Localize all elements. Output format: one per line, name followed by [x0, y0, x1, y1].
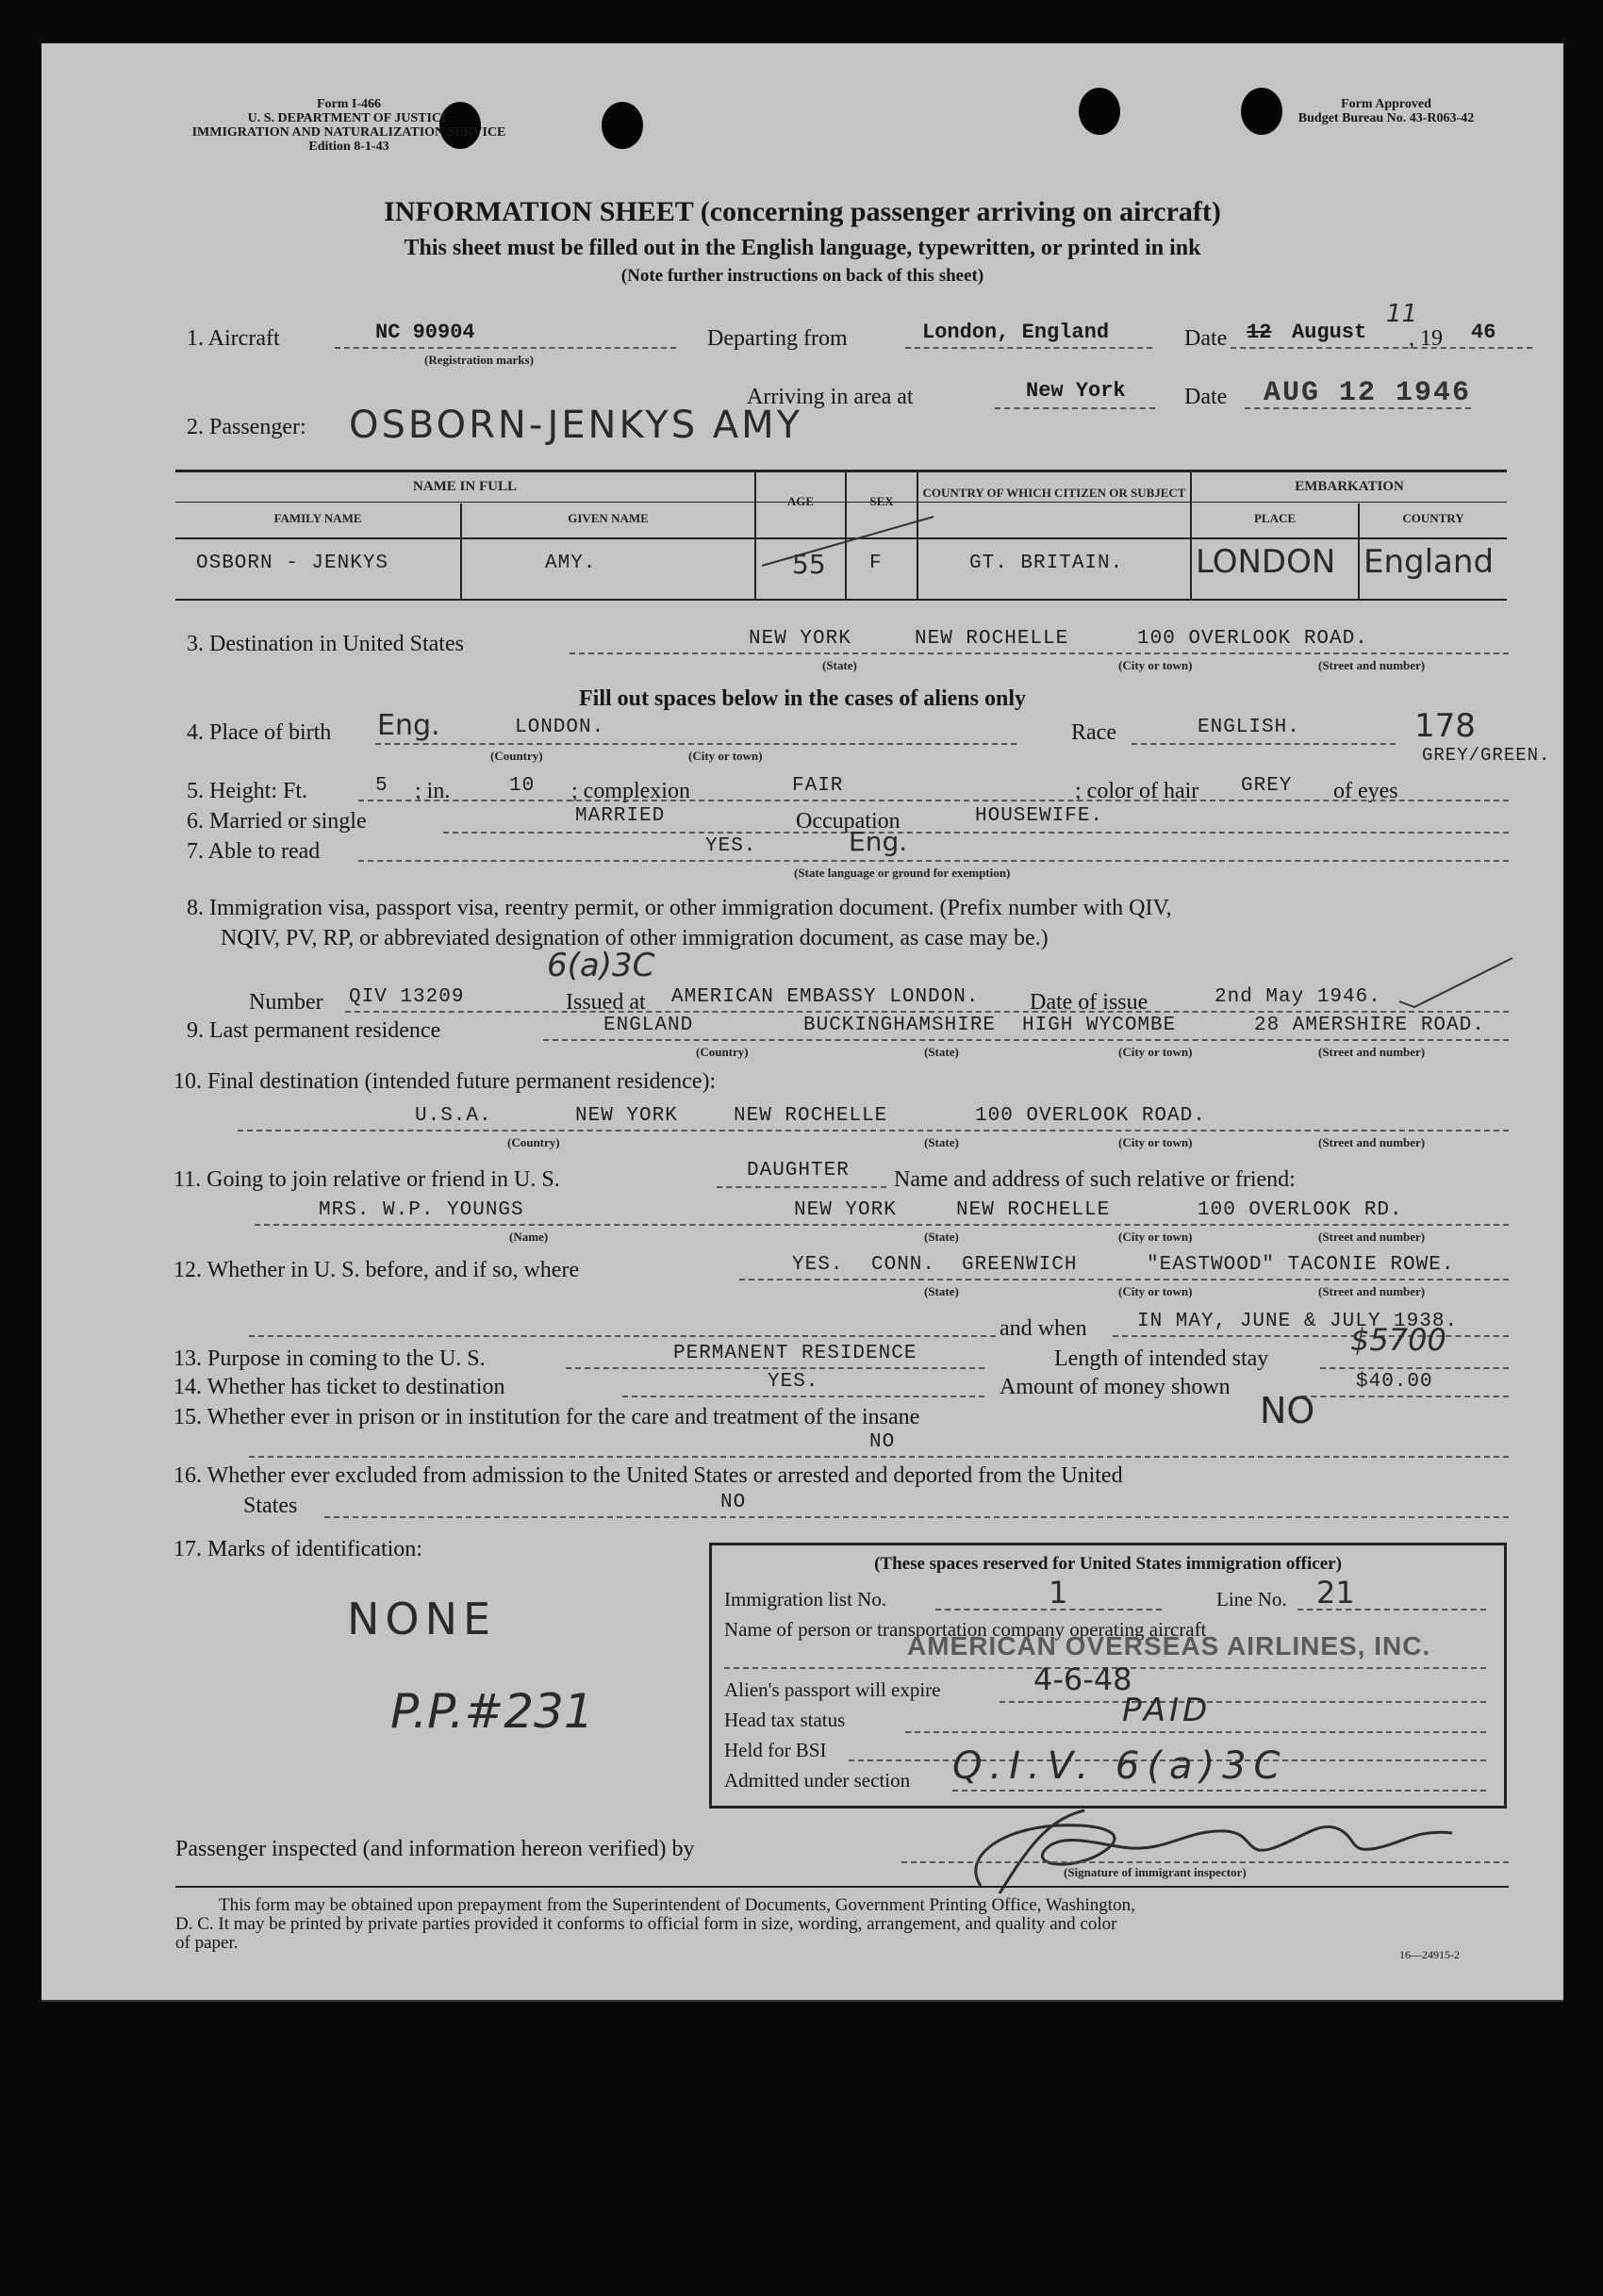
- field-line: [358, 860, 1509, 862]
- aircraft-value: NC 90904: [375, 321, 475, 344]
- last-residence-label: 9. Last permanent residence: [187, 1018, 441, 1043]
- final-country: U.S.A.: [415, 1105, 492, 1127]
- final-state: NEW YORK: [575, 1105, 678, 1127]
- arrival-date-stamp: AUG 12 1946: [1264, 377, 1472, 409]
- passport-expire-label: Alien's passport will expire: [724, 1678, 941, 1701]
- relative-name-label: Name and address of such relative or friend:: [894, 1167, 1296, 1192]
- read-hand: Eng.: [849, 826, 908, 857]
- height-ft: 5: [375, 775, 388, 797]
- head-tax-value: PAID: [1122, 1692, 1212, 1729]
- passenger-label: 2. Passenger:: [187, 415, 306, 439]
- birth-country-hand: Eng.: [377, 709, 440, 742]
- eyes-value: GREY/GREEN.: [1422, 745, 1551, 766]
- height-in-label: ; in.: [415, 779, 451, 803]
- registration-caption: (Registration marks): [424, 353, 534, 367]
- citizen-cell: GT. BRITAIN.: [969, 553, 1124, 574]
- state-caption: (State): [924, 1045, 959, 1059]
- issue-date-value: 2nd May 1946.: [1215, 986, 1381, 1008]
- height-label: 5. Height: Ft.: [187, 779, 308, 803]
- join-relative-label: 11. Going to join relative or friend in U. S.: [174, 1167, 560, 1192]
- field-line: [905, 347, 1152, 349]
- age-cell: 55: [792, 549, 826, 580]
- field-line: [622, 1396, 984, 1397]
- prison-label: 15. Whether ever in prison or in institution for the care and treatment of the insane: [174, 1405, 920, 1429]
- city-caption: (City or town): [1118, 1284, 1193, 1298]
- number-label: Number: [249, 990, 323, 1015]
- field-line: [335, 347, 676, 349]
- budget-bureau: Budget Bureau No. 43-R063-42: [1297, 111, 1475, 125]
- final-street: 100 OVERLOOK ROAD.: [975, 1105, 1206, 1127]
- head-tax-label: Head tax status: [724, 1709, 846, 1731]
- service: IMMIGRATION AND NATURALIZATION SERVICE: [191, 125, 506, 140]
- field-line: [249, 1335, 996, 1337]
- street-caption: (Street and number): [1318, 1284, 1426, 1298]
- embarkation-header: EMBARKATION: [1295, 479, 1404, 494]
- family-name-cell: OSBORN - JENKYS: [196, 553, 389, 574]
- signature-caption: (Signature of immigrant inspector): [1064, 1865, 1247, 1879]
- money-label: Amount of money shown: [1000, 1375, 1231, 1399]
- relation-value: DAUGHTER: [747, 1160, 850, 1181]
- bsi-label: Held for BSI: [724, 1739, 827, 1761]
- date-struck: 12: [1247, 321, 1272, 344]
- last-residence-street: 28 AMERSHIRE ROAD.: [1254, 1015, 1485, 1036]
- read-value: YES.: [705, 835, 757, 857]
- departing-label: Departing from: [707, 326, 848, 351]
- country-caption: (Country): [696, 1045, 749, 1059]
- age-header: AGE: [786, 494, 815, 508]
- field-line: [1113, 1335, 1509, 1337]
- company-stamp: AMERICAN OVERSEAS AIRLINES, INC.: [907, 1631, 1431, 1660]
- issue-date-label: Date of issue: [1030, 990, 1149, 1015]
- language-caption: (State language or ground for exemption): [794, 866, 1011, 880]
- field-line: [249, 1456, 1509, 1458]
- field-line: [1297, 1609, 1486, 1611]
- field-line: [1000, 1701, 1486, 1703]
- footer-code: 16—24915-2: [1399, 1948, 1460, 1961]
- excluded-value: NO: [720, 1492, 747, 1513]
- destination-label: 3. Destination in United States: [187, 632, 464, 656]
- identification-hand-b: P.P.#231: [390, 1684, 594, 1739]
- marital-value: MARRIED: [575, 805, 666, 827]
- admitted-label: Admitted under section: [724, 1769, 911, 1792]
- footer-text-b: D. C. It may be printed by private parties provided it conforms to official form in size, wording, arrangement, and quality and color: [175, 1914, 1117, 1934]
- state-caption: (State): [924, 1284, 959, 1298]
- city-caption: (City or town): [1118, 658, 1193, 672]
- street-caption: (Street and number): [1318, 1230, 1426, 1244]
- arriving-label: Arriving in area at: [747, 385, 914, 409]
- edition: Edition 8-1-43: [308, 140, 389, 154]
- date-hand: 11: [1386, 300, 1418, 328]
- field-line: [1245, 407, 1471, 409]
- excluded-label-a: 16. Whether ever excluded from admission to the United States or arrested and deported from the United: [174, 1463, 1123, 1488]
- line-no-value: 21: [1316, 1575, 1355, 1611]
- date-month: August: [1292, 321, 1367, 344]
- form-number: Form I-466: [316, 97, 382, 111]
- state-caption: (State): [822, 658, 857, 672]
- place-header: PLACE: [1253, 511, 1297, 525]
- hair-label: ; color of hair: [1075, 779, 1199, 803]
- street-caption: (Street and number): [1318, 1045, 1426, 1059]
- family-name-header: FAMILY NAME: [273, 511, 362, 525]
- final-destination-label: 10. Final destination (intended future permanent residence):: [174, 1069, 717, 1094]
- last-residence-city: HIGH WYCOMBE: [1022, 1015, 1177, 1036]
- relative-city: NEW ROCHELLE: [956, 1199, 1111, 1221]
- footer-text-a: This form may be obtained upon prepayment from the Superintendent of Documents, Government Printing Office, Washington,: [219, 1895, 1135, 1915]
- stay-hand: $5700: [1350, 1322, 1446, 1358]
- field-line: [1320, 1367, 1509, 1369]
- field-line: [358, 800, 1509, 801]
- field-line: [570, 652, 1509, 654]
- field-line: [717, 1186, 886, 1188]
- sex-cell: F: [869, 553, 883, 574]
- country-caption: (Country): [507, 1135, 560, 1149]
- field-line: [443, 832, 1509, 834]
- year-prefix: , 19: [1409, 326, 1443, 351]
- excluded-label-b: States: [243, 1494, 298, 1518]
- form-approved: Form Approved: [1341, 97, 1431, 111]
- arriving-value: New York: [1026, 379, 1126, 403]
- line-no-label: Line No.: [1216, 1588, 1287, 1611]
- field-line: [238, 1130, 1509, 1131]
- occupation-value: HOUSEWIFE.: [975, 805, 1104, 827]
- identification-hand-a: NONE: [347, 1594, 497, 1644]
- punch-hole: [1079, 88, 1120, 135]
- list-no-value: 1: [1049, 1575, 1068, 1611]
- department: U. S. DEPARTMENT OF JUSTICE: [247, 111, 451, 125]
- name-in-full-header: NAME IN FULL: [412, 479, 517, 494]
- citizen-country-header: COUNTRY OF WHICH CITIZEN OR SUBJECT: [922, 486, 1186, 500]
- passport-expire-value: 4-6-48: [1033, 1661, 1132, 1697]
- given-name-cell: AMY.: [545, 553, 597, 574]
- hair-value: GREY: [1241, 775, 1293, 797]
- table-bottom-rule: [175, 599, 1507, 601]
- city-caption: (City or town): [1118, 1230, 1193, 1244]
- issued-label: Issued at: [566, 990, 646, 1015]
- complexion-value: FAIR: [792, 775, 844, 797]
- punch-hole: [602, 102, 643, 149]
- check-stroke: [1396, 952, 1518, 1009]
- destination-city: NEW ROCHELLE: [915, 628, 1069, 650]
- purpose-value: PERMANENT RESIDENCE: [673, 1343, 917, 1364]
- final-city: NEW ROCHELLE: [734, 1105, 888, 1127]
- relative-street: 100 OVERLOOK RD.: [1198, 1199, 1403, 1221]
- visa-number: QIV 13209: [349, 986, 465, 1008]
- when-label: and when: [1000, 1316, 1087, 1341]
- field-line: [905, 1731, 1486, 1733]
- birth-city: LONDON.: [515, 717, 605, 738]
- street-caption: (Street and number): [1318, 658, 1426, 672]
- destination-state: NEW YORK: [749, 628, 851, 650]
- relative-name: MRS. W.P. YOUNGS: [319, 1199, 524, 1221]
- complexion-label: ; complexion: [571, 779, 690, 803]
- aircraft-label: 1. Aircraft: [187, 326, 280, 351]
- passenger-hand: OSBORN-JENKYS AMY: [349, 404, 803, 447]
- last-residence-country: ENGLAND: [603, 1015, 694, 1036]
- city-caption: (City or town): [1118, 1135, 1193, 1149]
- departing-value: London, England: [922, 321, 1110, 344]
- note: (Note further instructions on back of this sheet): [620, 266, 984, 286]
- sex-header: SEX: [869, 494, 894, 508]
- embark-place-cell: LONDON: [1196, 543, 1336, 581]
- embark-country-header: COUNTRY: [1402, 511, 1464, 525]
- race-label: Race: [1071, 720, 1116, 745]
- year-value: 46: [1471, 321, 1496, 344]
- field-line: [1231, 347, 1532, 349]
- field-line: [1132, 743, 1396, 745]
- marital-label: 6. Married or single: [187, 809, 367, 834]
- previous-visit-street: "EASTWOOD" TACONIE ROWE.: [1147, 1254, 1455, 1276]
- relative-state: NEW YORK: [794, 1199, 897, 1221]
- page-edge: [41, 2000, 1563, 2002]
- destination-street: 100 OVERLOOK ROAD.: [1137, 628, 1368, 650]
- height-in: 10: [509, 775, 536, 797]
- country-caption: (Country): [490, 749, 543, 763]
- street-caption: (Street and number): [1318, 1135, 1426, 1149]
- previous-visit-value: YES.: [792, 1254, 844, 1276]
- page-title: INFORMATION SHEET (concerning passenger arriving on aircraft): [384, 196, 1221, 227]
- given-name-header: GIVEN NAME: [568, 511, 649, 525]
- date-label: Date: [1184, 326, 1228, 351]
- last-residence-state: BUCKINGHAMSHIRE: [803, 1015, 997, 1036]
- money-value: $40.00: [1356, 1371, 1433, 1393]
- arrival-date-label: Date: [1184, 385, 1228, 409]
- occupation-label: Occupation: [796, 809, 901, 834]
- prison-value: NO: [869, 1431, 896, 1453]
- company-label: Name of person or transportation company operating aircraft: [724, 1618, 1207, 1641]
- footer-text-c: of paper.: [175, 1933, 239, 1953]
- ticket-label: 14. Whether has ticket to destination: [174, 1375, 505, 1399]
- field-line: [324, 1516, 1509, 1518]
- city-caption: (City or town): [1118, 1045, 1193, 1059]
- eyes-label: of eyes: [1333, 779, 1398, 803]
- name-caption: (Name): [509, 1230, 549, 1244]
- previous-visit-label: 12. Whether in U. S. before, and if so, where: [174, 1258, 580, 1282]
- list-no-label: Immigration list No.: [724, 1588, 887, 1611]
- footer-rule: [175, 1886, 1509, 1888]
- previous-visit-city: GREENWICH: [962, 1254, 1078, 1276]
- purpose-label: 13. Purpose in coming to the U. S.: [174, 1346, 486, 1371]
- state-caption: (State): [924, 1135, 959, 1149]
- field-line: [995, 407, 1155, 409]
- inspector-signature: [943, 1792, 1490, 1905]
- birthplace-label: 4. Place of birth: [187, 720, 332, 745]
- field-line: [901, 1861, 1509, 1863]
- inspector-label: Passenger inspected (and information hereon verified) by: [175, 1837, 695, 1861]
- field-line: [935, 1609, 1162, 1611]
- read-label: 7. Able to read: [187, 839, 321, 864]
- race-hand-note: 178: [1414, 707, 1476, 745]
- embark-country-cell: England: [1363, 543, 1495, 581]
- subtitle: This sheet must be filled out in the English language, typewritten, or printed in ink: [404, 236, 1201, 260]
- admitted-value: Q.I.V. 6(a)3C: [952, 1744, 1288, 1788]
- table-top-rule: [175, 470, 1507, 472]
- field-line: [543, 1039, 1509, 1041]
- immigration-doc-label-b: NQIV, PV, RP, or abbreviated designation of other immigration document, as case may be.): [221, 926, 1049, 950]
- aliens-heading: Fill out spaces below in the cases of aliens only: [578, 686, 1026, 711]
- field-line: [566, 1367, 984, 1369]
- city-caption: (City or town): [688, 749, 763, 763]
- state-caption: (State): [924, 1230, 959, 1244]
- field-line: [345, 1011, 1509, 1013]
- race-value: ENGLISH.: [1198, 717, 1300, 738]
- field-line: [255, 1224, 1509, 1226]
- officer-box-heading: (These spaces reserved for United States immigration officer): [874, 1554, 1342, 1574]
- field-line: [375, 743, 1016, 745]
- prison-hand: NO: [1260, 1390, 1315, 1431]
- field-line: [739, 1279, 1509, 1280]
- when-value: IN MAY, JUNE & JULY 1938.: [1137, 1311, 1459, 1332]
- visa-section-hand: 6(a)3C: [547, 947, 655, 984]
- immigration-doc-label-a: 8. Immigration visa, passport visa, reentry permit, or other immigration document. (Prefix number with QIV,: [187, 896, 1172, 920]
- check-stroke: [754, 509, 943, 575]
- identification-label: 17. Marks of identification:: [174, 1537, 422, 1561]
- field-line: [1301, 1396, 1509, 1397]
- previous-visit-state: CONN.: [871, 1254, 936, 1276]
- stay-label: Length of intended stay: [1054, 1346, 1269, 1371]
- issued-value: AMERICAN EMBASSY LONDON.: [671, 986, 980, 1008]
- ticket-value: YES.: [768, 1371, 819, 1393]
